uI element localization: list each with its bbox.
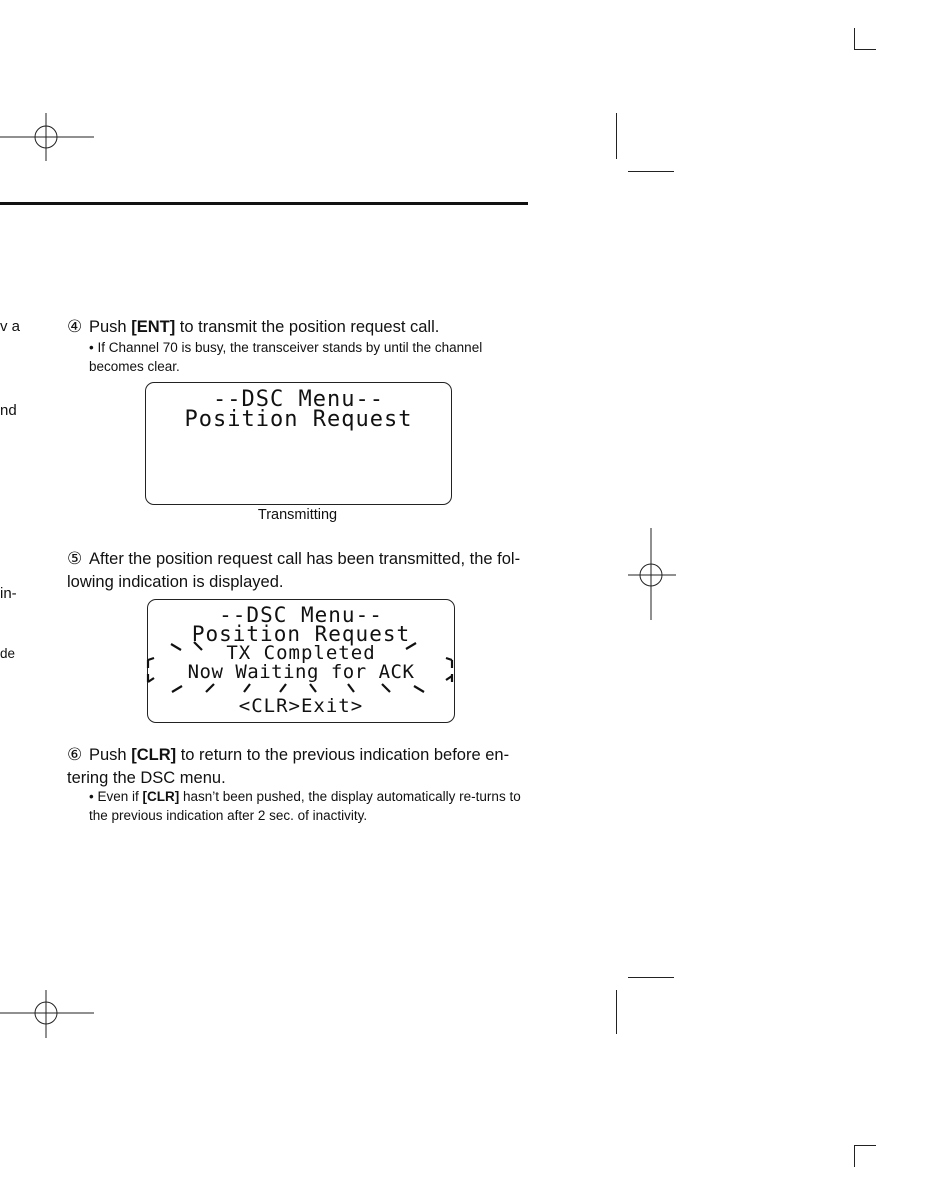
crop-mark-top-right-v	[854, 28, 855, 50]
step-6-text: ⑥ Push [CLR] to return to the previous indication before en-tering the DSC menu.	[67, 745, 510, 787]
crop-mark-bottom-right-v	[854, 1145, 855, 1167]
step-4-note: • If Channel 70 is busy, the transceiver stands by until the channel becomes clear.	[89, 340, 483, 374]
trim-mark-right-bottom-v	[616, 990, 617, 1034]
lcd-menu-item: Position Request	[184, 407, 413, 432]
blink-indicator-marks	[144, 636, 458, 696]
crop-mark-top-right-h	[854, 49, 876, 50]
lcd-status-waiting: Now Waiting for ACK	[187, 661, 415, 683]
lcd-menu-item: Position Request	[191, 622, 411, 646]
trim-mark-right-top-h	[628, 171, 674, 172]
step-6-note: • Even if [CLR] hasn’t been pushed, the display automatically re-turns to the previous indication after 2 sec. of inactivity.	[89, 789, 521, 823]
margin-fragment-3: in-	[0, 585, 17, 602]
registration-mark-top-left	[0, 113, 94, 161]
step-number: ④	[67, 317, 83, 336]
step-number: ⑥	[67, 745, 83, 764]
clr-key-label: [CLR]	[131, 746, 177, 764]
lcd-status-blinking: TX Completed	[226, 642, 376, 664]
lcd-menu-title: --DSC Menu--	[219, 603, 383, 627]
clr-key-label: [CLR]	[142, 789, 180, 804]
lcd-menu-title: --DSC Menu--	[213, 387, 384, 412]
step-4-text: ④ Push [ENT] to transmit the position request call.	[67, 317, 440, 336]
registration-mark-bottom-left	[0, 990, 94, 1038]
header-rule	[0, 202, 528, 205]
lcd-exit-hint: <CLR>Exit>	[238, 695, 364, 717]
margin-fragment-1: v a	[0, 318, 21, 335]
crop-mark-bottom-right-h	[854, 1145, 876, 1146]
step-number: ⑤	[67, 549, 83, 568]
registration-mark-right-middle	[628, 528, 676, 620]
display-caption: Transmitting	[257, 507, 338, 523]
trim-mark-right-top-v	[616, 113, 617, 159]
margin-fragment-2: nd	[0, 402, 17, 419]
lcd-display-waiting-ack	[147, 599, 455, 723]
trim-mark-right-bottom-h	[628, 977, 674, 978]
lcd-display-transmitting	[145, 382, 452, 505]
ent-key-label: [ENT]	[131, 318, 176, 336]
margin-fragment-4: de	[0, 646, 16, 661]
step-5-text: ⑤ After the position request call has been transmitted, the fol-lowing indication is displayed.	[67, 549, 521, 591]
